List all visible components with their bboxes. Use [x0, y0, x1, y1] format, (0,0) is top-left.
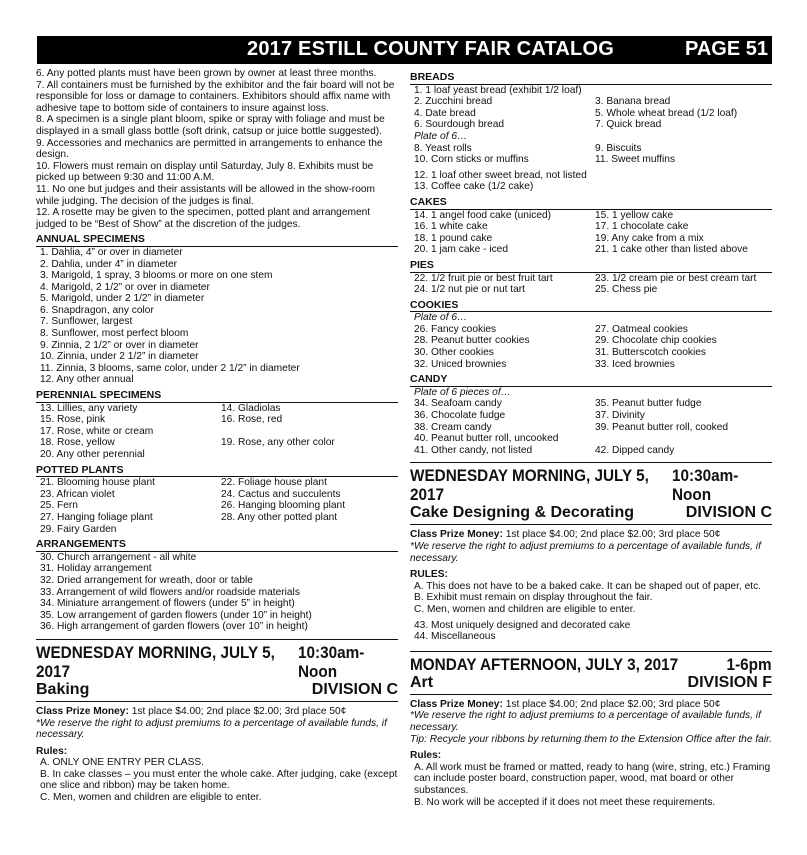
- cookies-subhead: Plate of 6…: [414, 312, 468, 324]
- art-rules-heading: Rules:: [410, 750, 442, 762]
- list-row: [410, 96, 772, 108]
- art-note: *We reserve the right to adjust premiums to a percentage of available funds, if necessary.: [410, 710, 761, 733]
- list-row: [410, 324, 772, 336]
- perennial-specimens-heading: PERENNIAL SPECIMENS: [36, 390, 398, 403]
- list-item: 40. Peanut butter roll, uncooked: [414, 433, 559, 445]
- flower-rules: [36, 68, 398, 230]
- list-item: 24. Cactus and succulents: [221, 488, 341, 500]
- baking-banner: [36, 639, 398, 702]
- cake-design-prize: Class Prize Money: 1st place $4.00; 2nd place $2.00; 3rd place 50¢: [410, 529, 721, 541]
- list-item: 5. Marigold, under 2 1/2” in diameter: [40, 293, 205, 305]
- list-item: 38. Cream candy: [414, 421, 492, 433]
- list-item: 13. Lillies, any variety: [40, 402, 138, 414]
- baking-date: WEDNESDAY MORNING, JULY 5, 2017: [36, 642, 275, 681]
- potted-plants-heading: POTTED PLANTS: [36, 465, 398, 478]
- list-item: 22. Foliage house plant: [221, 477, 327, 489]
- candy-list: [410, 398, 772, 456]
- list-row: [36, 449, 398, 461]
- list-row: [410, 445, 772, 457]
- candy-subhead: Plate of 6 pieces of…: [414, 386, 511, 398]
- arrangements-list: [36, 552, 398, 633]
- list-item: 25. Chess pie: [595, 284, 658, 296]
- list-row: [410, 244, 772, 256]
- list-item: 27. Oatmeal cookies: [595, 323, 688, 335]
- list-row: [36, 477, 398, 489]
- list-row: [410, 410, 772, 422]
- page-number: PAGE 51: [685, 38, 768, 60]
- list-item: 23. 1/2 cream pie or best cream tart: [595, 272, 757, 284]
- list-row: [36, 403, 398, 415]
- list-row: [410, 119, 772, 131]
- art-name: Art: [410, 673, 434, 691]
- list-row: [410, 398, 772, 410]
- cake-design-rules-list: [410, 581, 772, 616]
- list-row: [36, 426, 398, 438]
- list-row: [36, 414, 398, 426]
- baking-name: Baking: [36, 680, 90, 698]
- list-item: 14. 1 angel food cake (uniced): [414, 209, 552, 221]
- art-time: 1-6pm: [726, 654, 772, 674]
- list-item: C. Men, women and children are eligible to enter.: [414, 603, 636, 615]
- cake-design-date: WEDNESDAY MORNING, JULY 5, 2017: [410, 466, 649, 505]
- list-item: B. No work will be accepted if it does not meet these requirements.: [414, 796, 716, 808]
- list-item: 23. African violet: [40, 488, 115, 500]
- baking-time: 10:30am-Noon: [297, 642, 365, 681]
- list-row: [36, 524, 398, 536]
- list-item: A. ONLY ONE ENTRY PER CLASS.: [40, 757, 204, 769]
- baking-note: *We reserve the right to adjust premiums to a percentage of available funds, if necessary.: [36, 717, 387, 741]
- cake-design-note: *We reserve the right to adjust premiums to a percentage of available funds, if necessary.: [410, 541, 761, 564]
- list-item: 42. Dipped candy: [595, 444, 675, 456]
- list-item: 26. Hanging blooming plant: [221, 500, 346, 512]
- cakes-list: [410, 210, 772, 256]
- pies-heading: PIES: [410, 260, 772, 273]
- breads-list-3: [410, 170, 772, 193]
- annual-specimens-heading: ANNUAL SPECIMENS: [36, 234, 398, 247]
- list-item: 44. Miscellaneous: [414, 631, 496, 643]
- list-item: 14. Gladiolas: [221, 402, 281, 414]
- list-item: 10. Corn sticks or muffins: [414, 154, 529, 166]
- list-item: 25. Fern: [40, 500, 78, 512]
- list-item: A. All work must be framed or matted, ready to hang (wire, string, etc.) Framing can include poster board, construction paper, wood, mat board or other substances.: [414, 761, 771, 796]
- list-row: [410, 273, 772, 285]
- list-item: 28. Any other potted plant: [221, 511, 338, 523]
- list-item: 3. Marigold, 1 spray, 3 blooms or more on one stem: [40, 270, 273, 282]
- cake-design-name: Cake Designing & Decorating: [410, 504, 635, 522]
- list-item: 2. Zucchini bread: [414, 96, 493, 108]
- bread-item: 1. 1 loaf yeast bread (exhibit 1/2 loaf): [414, 84, 582, 96]
- list-item: 3. Banana bread: [595, 96, 671, 108]
- page-header: [37, 36, 772, 64]
- list-item: 4. Marigold, 2 1/2” or over in diameter: [40, 281, 210, 293]
- list-item: 8. A specimen is a single plant bloom, spike or spray with foliage and must be displayed in a small glass bottle (soft drink, catsup or juice bottle suggested).: [36, 114, 385, 137]
- list-item: 39. Peanut butter roll, cooked: [595, 421, 729, 433]
- list-item: 7. Quick bread: [595, 119, 662, 131]
- list-item: 10. Flowers must remain on display until Saturday, July 8. Exhibits must be picked up between 9:30 and 11:00 A.M.: [36, 160, 374, 184]
- list-item: 37. Divinity: [595, 410, 645, 422]
- list-item: 13. Coffee cake (1/2 cake): [414, 181, 534, 193]
- list-item: 5. Whole wheat bread (1/2 loaf): [595, 107, 738, 119]
- list-item: 4. Date bread: [414, 107, 476, 119]
- art-division: DIVISION F: [687, 673, 772, 691]
- list-item: 34. Miniature arrangement of flowers (under 5” in height): [40, 598, 295, 610]
- list-item: 2. Dahlia, under 4” in diameter: [40, 258, 178, 270]
- cake-design-division: DIVISION C: [685, 504, 772, 522]
- cakes-heading: CAKES: [410, 197, 772, 210]
- list-item: 30. Other cookies: [414, 347, 494, 359]
- list-item: 29. Chocolate chip cookies: [595, 335, 717, 347]
- art-date: MONDAY AFTERNOON, JULY 3, 2017: [410, 654, 679, 674]
- list-item: 21. 1 cake other than listed above: [595, 244, 748, 256]
- list-item: 24. 1/2 nut pie or nut tart: [414, 284, 526, 296]
- art-banner: [410, 651, 772, 695]
- list-row: [410, 422, 772, 434]
- candy-heading: CANDY: [410, 374, 772, 387]
- list-row: [410, 221, 772, 233]
- list-row: [410, 335, 772, 347]
- list-item: 6. Snapdragon, any color: [40, 304, 154, 316]
- list-item: 41. Other candy, not listed: [414, 444, 533, 456]
- breads-subhead: Plate of 6…: [414, 130, 468, 142]
- list-item: 43. Most uniquely designed and decorated cake: [414, 619, 631, 631]
- list-item: 32. Uniced brownies: [414, 358, 507, 370]
- list-item: C. Men, women and children are eligible to enter.: [40, 792, 262, 804]
- list-item: 19. Rose, any other color: [221, 437, 335, 449]
- list-item: B. Exhibit must remain on display throughout the fair.: [414, 592, 653, 604]
- catalog-title: 2017 ESTILL COUNTY FAIR CATALOG: [247, 38, 614, 60]
- baking-prize: Class Prize Money: 1st place $4.00; 2nd place $2.00; 3rd place 50¢: [36, 705, 347, 717]
- list-item: 22. 1/2 fruit pie or best fruit tart: [414, 272, 553, 284]
- cookies-list: [410, 324, 772, 370]
- list-item: 9. Accessories and mechanics are permitted in arrangements to enhance the design.: [36, 137, 383, 161]
- list-item: [217, 426, 398, 438]
- list-item: 19. Any cake from a mix: [595, 232, 704, 244]
- cake-design-classes: [410, 620, 772, 643]
- breads-heading: BREADS: [410, 72, 772, 85]
- list-item: 34. Seafoam candy: [414, 398, 502, 410]
- list-item: 16. 1 white cake: [414, 221, 488, 233]
- baking-division: DIVISION C: [311, 680, 398, 698]
- left-column: [36, 68, 398, 804]
- annual-specimens-list: [36, 247, 398, 386]
- list-item: 35. Peanut butter fudge: [595, 398, 702, 410]
- list-item: 21. Blooming house plant: [40, 477, 155, 489]
- list-item: 35. Low arrangement of garden flowers (under 10” in height): [40, 609, 312, 621]
- list-item: 7. All containers must be furnished by the exhibitor and the fair board will not be responsible for loss or damage to containers. Exhibitors should affix name with adhesive tape to bottom side of containers to insure against loss.: [36, 79, 395, 114]
- list-item: [217, 449, 398, 461]
- list-item: 31. Holiday arrangement: [40, 563, 152, 575]
- list-item: 17. Rose, white or cream: [40, 425, 154, 437]
- list-row: [410, 284, 772, 296]
- art-prize: Class Prize Money: 1st place $4.00; 2nd place $2.00; 3rd place 50¢: [410, 698, 721, 710]
- list-item: 12. 1 loaf other sweet bread, not listed: [414, 169, 587, 181]
- arrangements-heading: ARRANGEMENTS: [36, 539, 398, 552]
- list-item: 7. Sunflower, largest: [40, 316, 133, 328]
- breads-list: [410, 96, 772, 131]
- cake-design-time: 10:30am-Noon: [671, 466, 739, 505]
- list-item: 20. 1 jam cake - iced: [414, 244, 508, 256]
- list-item: 29. Fairy Garden: [40, 523, 117, 535]
- pies-list: [410, 273, 772, 296]
- list-row: [410, 359, 772, 371]
- list-item: 1. Dahlia, 4” or over in diameter: [40, 246, 183, 258]
- list-item: 6. Sourdough bread: [414, 119, 505, 131]
- list-row: [410, 233, 772, 245]
- list-item: 32. Dried arrangement for wreath, door or table: [40, 574, 253, 586]
- list-item: 36. High arrangement of garden flowers (over 10” in height): [40, 621, 308, 633]
- list-item: 8. Yeast rolls: [414, 142, 472, 154]
- cake-design-rules-heading: RULES:: [410, 569, 448, 581]
- list-item: 11. Zinnia, 3 blooms, same color, under 2 1/2” in diameter: [40, 362, 300, 374]
- list-item: 16. Rose, red: [221, 414, 283, 426]
- list-item: [217, 524, 398, 536]
- cake-design-banner: [410, 462, 772, 525]
- list-item: A. This does not have to be a baked cake. It can be shaped out of paper, etc.: [414, 580, 761, 592]
- list-item: 28. Peanut butter cookies: [414, 335, 530, 347]
- baking-rules-list: [36, 757, 398, 803]
- list-item: 12. A rosette may be given to the specimen, potted plant and arrangement judged to be “Best of Show” at the discretion of the judges.: [36, 207, 371, 230]
- list-item: 11. No one but judges and their assistants will be allowed in the show-room while judging. The decision of the judges is final.: [36, 183, 376, 207]
- list-item: 10. Zinnia, under 2 1/2” in diameter: [40, 351, 199, 363]
- baking-rules-heading: Rules:: [36, 745, 68, 757]
- list-item: 9. Zinnia, 2 1/2” or over in diameter: [40, 339, 199, 351]
- list-row: [410, 108, 772, 120]
- cookies-heading: COOKIES: [410, 300, 772, 313]
- list-item: B. In cake classes – you must enter the whole cake. After judging, cake (except one slice and ribbon) may be taken home.: [40, 768, 398, 792]
- perennial-specimens-list: [36, 403, 398, 461]
- list-item: 18. Rose, yellow: [40, 437, 115, 449]
- list-row: [410, 433, 772, 445]
- list-item: 8. Sunflower, most perfect bloom: [40, 328, 189, 340]
- list-item: 15. 1 yellow cake: [595, 209, 674, 221]
- list-item: 33. Iced brownies: [595, 358, 675, 370]
- list-item: 6. Any potted plants must have been grown by owner at least three months.: [36, 68, 377, 79]
- list-row: [410, 143, 772, 155]
- list-row: [36, 512, 398, 524]
- list-row: [36, 489, 398, 501]
- list-item: 36. Chocolate fudge: [414, 410, 506, 422]
- list-item: 11. Sweet muffins: [595, 154, 676, 166]
- list-item: 9. Biscuits: [595, 142, 642, 154]
- list-item: 26. Fancy cookies: [414, 323, 497, 335]
- list-row: [36, 500, 398, 512]
- list-item: 33. Arrangement of wild flowers and/or roadside materials: [40, 586, 300, 598]
- potted-plants-list: [36, 477, 398, 535]
- list-item: 20. Any other perennial: [40, 449, 145, 460]
- list-item: 30. Church arrangement - all white: [40, 551, 197, 563]
- list-row: [410, 210, 772, 222]
- breads-list-2: [410, 143, 772, 166]
- right-column: [410, 68, 772, 808]
- list-row: [410, 154, 772, 166]
- list-item: [591, 433, 772, 445]
- art-rules-list: [410, 762, 772, 808]
- list-row: [410, 347, 772, 359]
- list-item: 15. Rose, pink: [40, 414, 106, 426]
- list-item: 17. 1 chocolate cake: [595, 221, 689, 233]
- list-item: 27. Hanging foliage plant: [40, 511, 153, 523]
- list-row: [36, 437, 398, 449]
- list-item: 12. Any other annual: [40, 374, 134, 386]
- list-item: 18. 1 pound cake: [414, 232, 493, 244]
- list-item: 31. Butterscotch cookies: [595, 347, 706, 359]
- art-tip: Tip: Recycle your ribbons by returning them to the Extension Office after the fair.: [410, 733, 772, 745]
